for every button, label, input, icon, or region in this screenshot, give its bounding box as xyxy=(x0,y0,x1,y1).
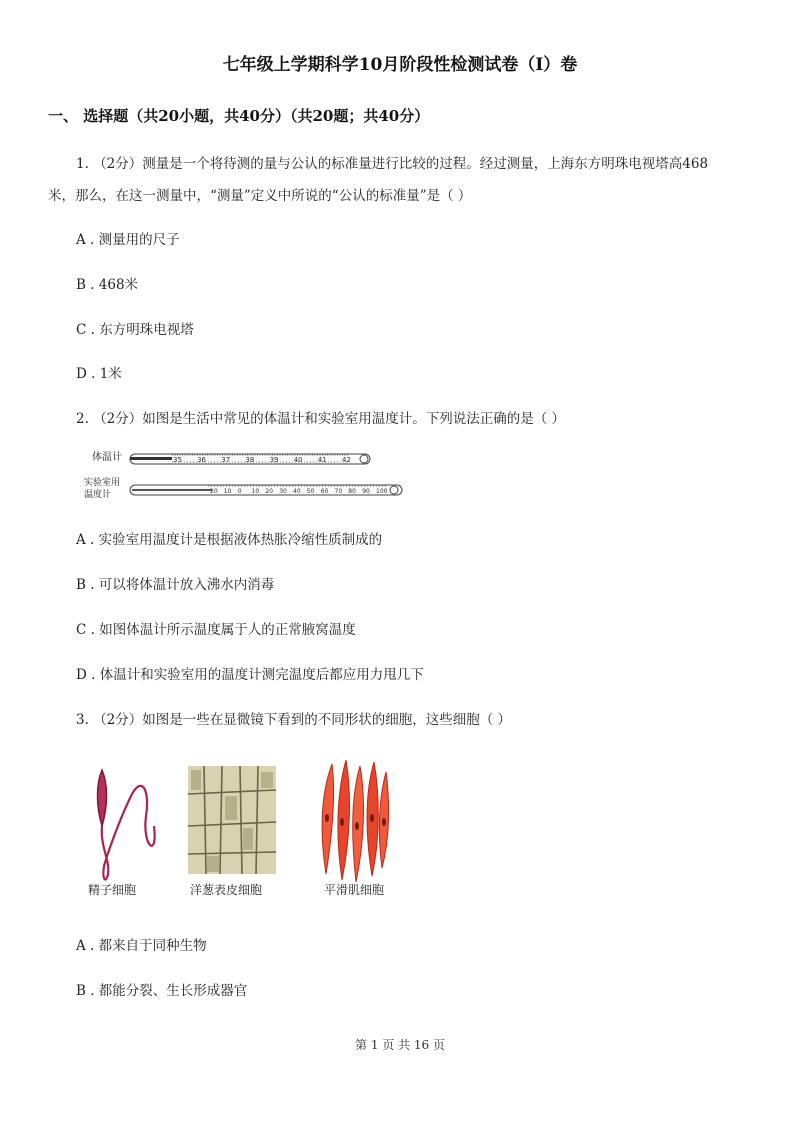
tick-label: 41 xyxy=(317,456,327,464)
question-1-line-2: 米，那么，在这一测量中，“测量”定义中所说的“公认的标准量”是（ ） xyxy=(48,188,472,204)
tick-label: 37 xyxy=(221,456,231,464)
tick-label: 50 xyxy=(306,488,315,495)
tick-label: 10 xyxy=(223,488,232,495)
question-2-line-1: 2. （2分）如图是生活中常见的体温计和实验室用温度计。下列说法正确的是（ ） xyxy=(76,411,566,427)
question-1-option-b: B . 468米 xyxy=(76,277,139,293)
question-2-option-b: B . 可以将体温计放入沸水内消毒 xyxy=(76,577,275,593)
question-3-option-a: A . 都来自于同种生物 xyxy=(76,938,207,954)
tick-label: 80 xyxy=(348,488,356,495)
onion-epidermis-image xyxy=(188,766,276,874)
lab-thermometer-liquid xyxy=(132,489,212,491)
tick-label: 40 xyxy=(293,488,301,495)
question-2-option-c: C . 如图体温计所示温度属于人的正常腋窝温度 xyxy=(76,622,356,638)
clinical-thermometer-mercury xyxy=(130,457,172,460)
tick-label: 20 xyxy=(265,488,273,495)
question-1-option-d: D . 1米 xyxy=(76,366,122,382)
onion-cell-label: 洋葱表皮细胞 xyxy=(190,883,263,897)
question-2-option-d: D . 体温计和实验室用的温度计测完温度后都应用力甩几下 xyxy=(76,667,424,683)
tick-label: 100 xyxy=(376,488,388,495)
lab-thermometer-label-line1: 实验室用 xyxy=(84,478,121,488)
question-3-line-1: 3. （2分）如图是一些在显微镜下看到的不同形状的细胞，这些细胞（ ） xyxy=(76,712,512,728)
tick-label: 30 xyxy=(279,488,287,495)
tick-label: 20 xyxy=(210,488,218,495)
question-1-option-a: A . 测量用的尺子 xyxy=(76,232,180,248)
lab-thermometer-label-line2: 温度计 xyxy=(84,490,112,500)
page-footer: 第 1 页 共 16 页 xyxy=(355,1038,445,1052)
page-title: 七年级上学期科学10月阶段性检测试卷（I）卷 xyxy=(222,55,578,75)
tick-label: 0 xyxy=(237,488,242,495)
tick-label: 38 xyxy=(245,456,255,464)
question-1-option-c: C . 东方明珠电视塔 xyxy=(76,322,194,338)
smooth-muscle-image xyxy=(322,760,389,882)
sperm-cell-image xyxy=(98,770,155,880)
section-heading: 一、 选择题（共20小题，共40分）（共20题；共40分） xyxy=(48,107,430,125)
tick-label: 70 xyxy=(334,488,343,495)
tick-label: 35 xyxy=(173,456,182,464)
smooth-muscle-label: 平滑肌细胞 xyxy=(324,883,385,897)
thermometer-figure xyxy=(76,440,416,506)
tick-label: 42 xyxy=(342,456,351,464)
question-2-option-a: A . 实验室用温度计是根据液体热胀冷缩性质制成的 xyxy=(76,532,383,548)
tick-label: 60 xyxy=(320,488,329,495)
question-3-option-b: B . 都能分裂、生长形成器官 xyxy=(76,983,248,999)
tick-label: 36 xyxy=(197,456,207,464)
tick-label: 90 xyxy=(362,488,370,495)
sperm-cell-label: 精子细胞 xyxy=(88,883,137,897)
cells-figure xyxy=(80,756,410,906)
clinical-thermometer-label: 体温计 xyxy=(92,452,122,463)
tick-label: 10 xyxy=(251,488,260,495)
tick-label: 40 xyxy=(293,456,303,464)
question-1-line-1: 1. （2分）测量是一个将待测的量与公认的标准量进行比较的过程。经过测量，上海东方明珠电视塔高468 xyxy=(76,156,709,172)
tick-label: 39 xyxy=(269,456,279,464)
